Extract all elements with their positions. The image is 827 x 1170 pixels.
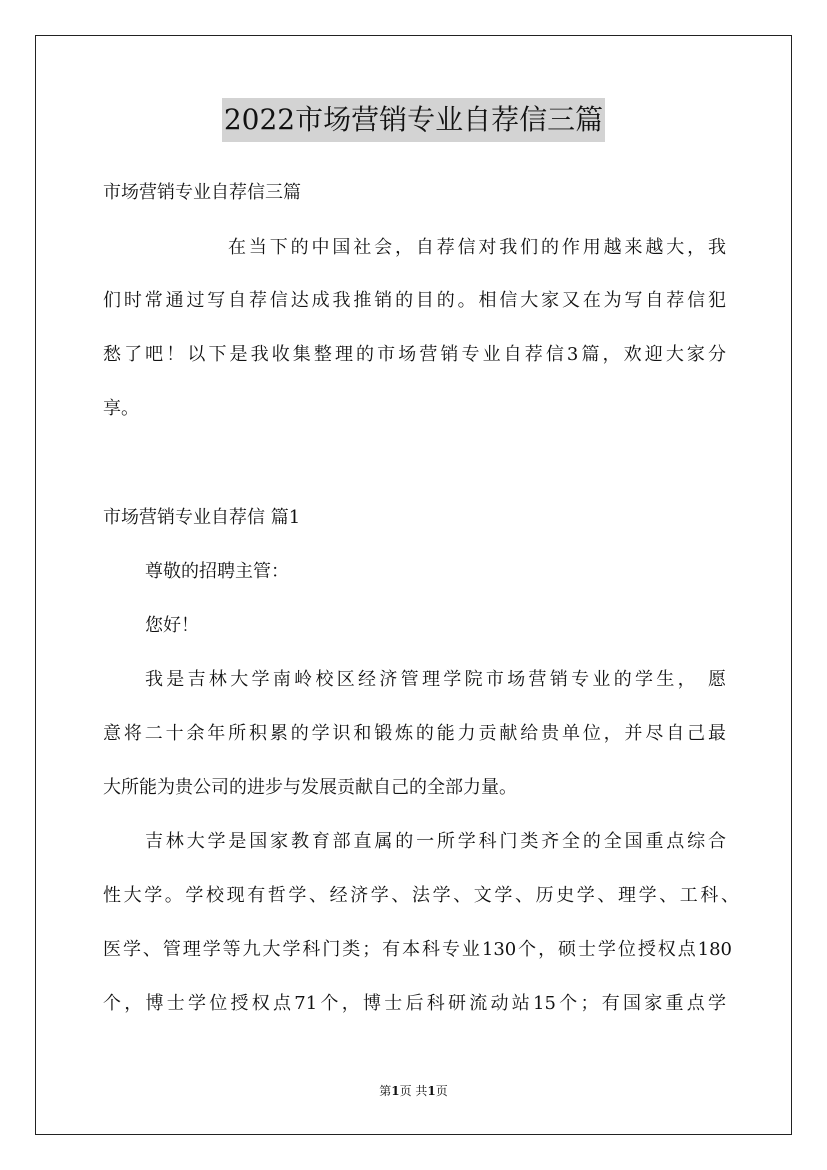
document-title: 2022市场营销专业自荐信三篇: [222, 98, 605, 142]
page-footer: [0, 1083, 827, 1099]
footer-total-pages: 1: [427, 1084, 436, 1098]
intro-line: 们时常通过写自荐信达成我推销的目的。相信大家又在为写自荐信犯: [103, 290, 726, 311]
intro-line: 愁了吧！以下是我收集整理的市场营销专业自荐信3篇，欢迎大家分: [103, 344, 726, 365]
footer-mid: 页 共: [399, 1084, 428, 1098]
intro-line: 在当下的中国社会，自荐信对我们的作用越来越大，我: [228, 237, 726, 258]
paragraph-line: 意将二十余年所积累的学识和锻炼的能力贡献给贵单位，并尽自己最: [103, 723, 726, 744]
paragraph-line: 吉林大学是国家教育部直属的一所学科门类齐全的全国重点综合: [145, 831, 726, 852]
paragraph-line: 性大学。学校现有哲学、经济学、法学、文学、历史学、理学、工科、: [103, 885, 739, 906]
letter-greeting: 您好！: [145, 615, 199, 636]
paragraph-line: 个，博士学位授权点71个，博士后科研流动站15个；有国家重点学: [103, 993, 726, 1014]
footer-prefix: 第: [379, 1084, 392, 1098]
footer-page-number: 1: [391, 1084, 400, 1098]
paragraph-line: 医学、管理学等九大学科门类；有本科专业130个，硕士学位授权点180: [103, 939, 732, 960]
letter-salutation: 尊敬的招聘主管：: [145, 561, 289, 582]
section-heading: 市场营销专业自荐信 篇1: [103, 507, 301, 528]
paragraph-line: 大所能为贵公司的进步与发展贡献自己的全部力量。: [103, 777, 517, 798]
footer-suffix: 页: [435, 1084, 448, 1098]
intro-line: 享。: [103, 398, 139, 419]
document-subtitle: 市场营销专业自荐信三篇: [103, 182, 301, 203]
paragraph-line: 我是吉林大学南岭校区经济管理学院市场营销专业的学生， 愿: [145, 669, 726, 690]
title-container: [0, 98, 827, 142]
